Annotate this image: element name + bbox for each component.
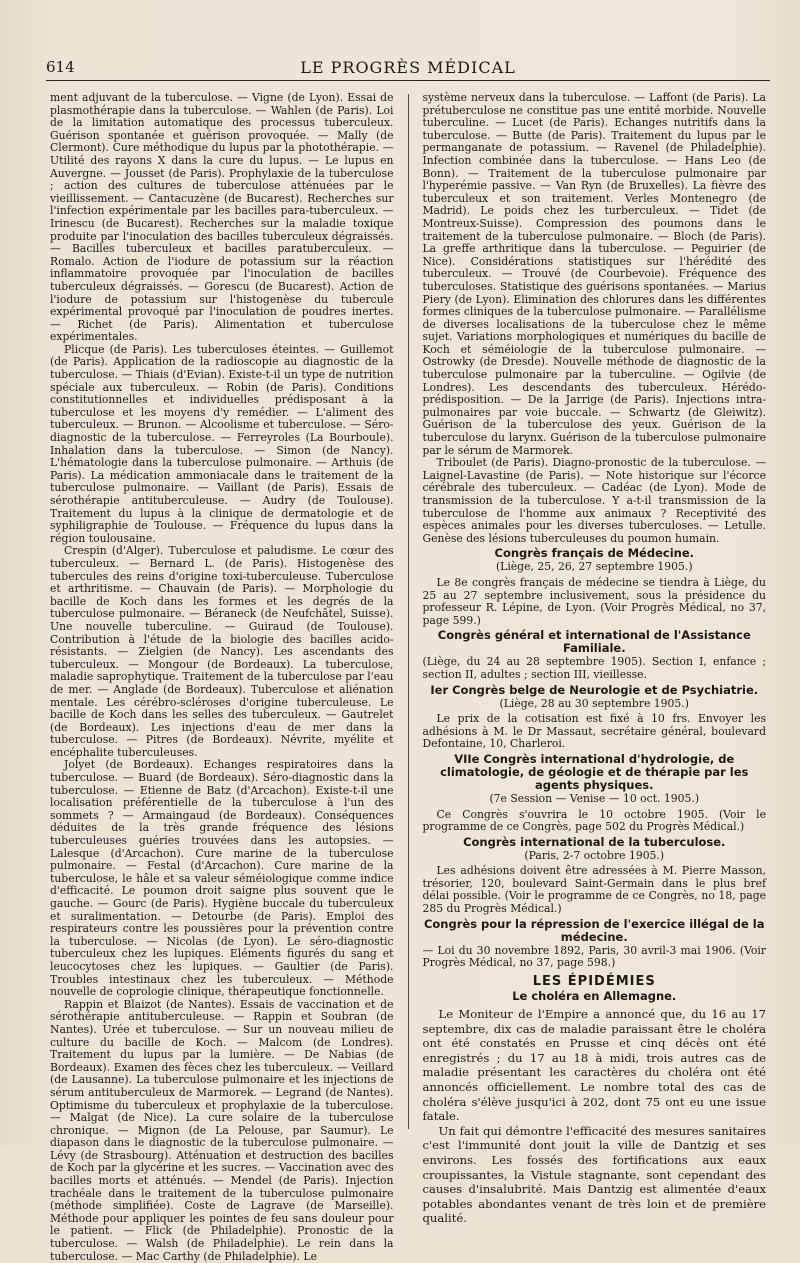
congress-date: (Liège, 28 au 30 septembre 1905.) (499, 696, 689, 710)
congress-date: (Paris, 2-7 octobre 1905.) (524, 848, 665, 862)
congress-title: Congrès français de Médecine. (494, 546, 694, 561)
paragraph: Crespin (d'Alger). Tuberculose et paludisme. Le cœur des tuberculeux. — Bernard L. (de Paris). Histogenèse des tubercules des reins d'origine toxi-tuberculeuse. Tuberculose et arthritisme. — Chauvain (de Paris). — Morphologie du bacille de Koch dans les formes et les degrés de la tuberculose pulmonaire. — Béraneck (de Neufchâtel, Suisse). Une nouvelle tuberculine. — Guiraud (de Toulouse). Contribution à l'étude de la biologie des bacilles acido-résistants. — Zielgien (de Nancy). Les ascendants des tuberculeux. — Mongour (de Bordeaux). La tuberculose, maladie saprophytique. Traitement de la tuberculose par l'eau de mer. — Anglade (de Bordeaux). Tuberculose et aliénation mentale. Les cérébro-scléroses d'origine tuberculeuse. Le bacille de Koch dans les selles des tuberculeux. — Gautrelet (de Bordeaux). Les injections d'eau de mer dans la tuberculose. — Pitres (de Bordeaux). Névrite, myélite et encéphalite tuberculeuses. (50, 544, 394, 759)
epidemics-heading: LES ÉPIDÉMIES (532, 973, 656, 989)
paragraph: Le Moniteur de l'Empire a annoncé que, du 16 au 17 septembre, dix cas de maladie paraissant être le choléra ont été constatés en Prusse et cinq décès ont été enregistrés ; du 17 au 18 à midi, trois autres cas de maladie présentant les caractères du choléra ont été annoncés officiellement. Le nombre total des cas de choléra s'élève jusqu'ici à 202, dont 75 ont eu une issue fatale. (422, 1007, 766, 1124)
congress-text: — Loi du 30 novembre 1892, Paris, 30 avril-3 mai 1906. (Voir Progrès Médical, no 37, page 598.) (422, 943, 766, 970)
page-number: 614 (46, 58, 75, 76)
congress-date: (Liège, 25, 26, 27 septembre 1905.) (495, 560, 693, 574)
paragraph: Rappin et Blaizot (de Nantes). Essais de vaccination et de sérothérapie antituberculeuse. — Rappin et Soubran (de Nantes). Urée et tuberculose. — Sur un nouveau milieu de culture du bacille de Koch. — Malcom (de Londres). Traitement du lupus par la lumière. — De Nabias (de Bordeaux). Examen des fèces chez les tuberculeux. — Veillard (de Lausanne). La tuberculose pulmonaire et les injections de sérum antituberculeux de Marmorek. — Legrand (de Nantes). Optimisme du tuberculeux et prophylaxie de la tuberculose. — Malgat (de Nice). La cure solaire de la tuberculose chronique. — Mignon (de La Pelouse, par Saumur). Le diapason dans le diagnostic de la tuberculose pulmonaire. — Lévy (de Strasbourg). Atténuation et destruction des bacilles de Koch par la glycérine et les sucres. — Vaccination avec des bacilles morts et atténués. — Mendel (de Paris). Injection trachéale dans le traitement de la tuberculose pulmonaire (méthode simplifiée). Coste de Lagrave (de Marseille). Méthode pour appliquer les pointes de feu sans douleur pour le patient. — Flick (de Philadelphie). Pronostic de la tuberculose. — Walsh (de Philadelphie). Le rein dans la tuberculose. — Mac Carthy (de Philadelphie). Le (50, 997, 394, 1263)
paragraph: système nerveux dans la tuberculose. — Laffont (de Paris). La prétuberculose ne constitue pas une entité morbide. Nouvelle tuberculine. — Lucet (de Paris). Echanges nutritifs dans la tuberculose. — Butte (de Paris). Traitement du lupus par le permanganate de potassium. — Ravenel (de Philadelphie). Infection combinée dans la tuberculose. — Hans Leo (de Bonn). — Traitement de la tuberculose pulmonaire par l'hyperémie passive. — Van Ryn (de Bruxelles). La fièvre des tuberculeux et son traitement. Verles Montenegro (de Madrid). Le poids chez les turberculeux. — Tidet (de Montreux-Suisse). Compression des poumons dans le traitement de la tuberculose pulmonaire. — Bloch (de Paris). La greffe arthritique dans la tuberculose. — Peguirier (de Nice). Considérations statistiques sur l'hérédité des tuberculeux. — Trouvé (de Courbevoie). Fréquence des tuberculoses. Statistique des guérisons spontanées. — Marius Piery (de Lyon). Elimination des chlorures dans les différentes formes cliniques de la tuberculose pulmonaire. — Parallélisme de diverses localisations de la tuberculose chez le même sujet. Variations morphologiques et numériques du bacille de Koch et séméiologie de la tuberculose pulmonaire. — Ostrowky (de Dresde). Nouvelle méthode de diagnostic de la tuberculose pulmonaire par la tuberculine. — Ogilvie (de Londres). Les descendants des tuberculeux. Hérédo-prédisposition. — De la Jarrige (de Paris). Injections intra-pulmonaires par voie buccale. — Schwartz (de Gleiwitz). Guérison de la tuberculose des yeux. Guérison de la tuberculose du larynx. Guérison de la tuberculose pulmonaire par le sérum de Marmorek. (422, 91, 766, 457)
congress-text: (Liège, du 24 au 28 septembre 1905). Section I, enfance ; section II, adultes ; section III, vieillesse. (422, 655, 766, 681)
paragraph: Triboulet (de Paris). Diagno-pronostic de la tuberculose. — Laignel-Lavastine (de Paris). — Note historique sur l'écorce cérébrale des tuberculeux. — Cadéac (de Lyon). Mode de transmission de la tuberculose. Y a-t-il transmission de la tuberculose de l'homme aux animaux ? Receptivité des espèces animales pour les diverses tuberculoses. — Letulle. Genèse des lésions tuberculeuses du poumon humain. (422, 456, 766, 545)
left-column (50, 91, 394, 1263)
congress-title: Ier Congrès belge de Neurologie et de Psychiatrie. (430, 682, 759, 697)
congress-title: Congrès international de la tuberculose. (463, 834, 726, 849)
right-column (422, 91, 767, 1226)
congress-text: Ce Congrès s'ouvrira le 10 octobre 1905. (Voir le programme de ce Congrès, page 502 du Progrès Médical.) (422, 807, 766, 834)
page-header (46, 58, 770, 81)
epidemics-subheading: Le choléra en Allemagne. (512, 989, 677, 1004)
congress-text: Le prix de la cotisation est fixé à 10 frs. Envoyer les adhésions à M. le Dr Massaut, secrétaire général, boulevard Defontaine, 10, Charleroi. (422, 712, 766, 751)
paragraph: Plicque (de Paris). Les tuberculoses éteintes. — Guillemot (de Paris). Application de la radioscopie au diagnostic de la tuberculose. — Thiais (d'Evian). Existe-t-il un type de nutrition spéciale aux tuberculeux. — Robin (de Paris). Conditions constitutionnelles et individuelles prédisposant à la tuberculose et les moyens d'y remédier. — L'aliment des tuberculeux. — Brunon. — Alcoolisme et tuberculose. — Séro-diagnostic de la tuberculose. — Ferreyroles (La Bourboule). Inhalation dans la tuberculose. — Simon (de Nancy). L'hématologie dans la tuberculose pulmonaire. — Arthuis (de Paris). La médication ammoniacale dans le traitement de la tuberculose pulmonaire. — Vaillant (de Paris). Essais de sérothérapie antituberculeuse. — Audry (de Toulouse). Traitement du lupus à la clinique de dermatologie et de syphiligraphie de Toulouse. — Fréquence du lupus dans la région toulousaine. (50, 342, 394, 545)
congress-text: Les adhésions doivent être adressées à M. Pierre Masson, trésorier, 120, boulevard Saint-Germain dans le plus bref délai possible. (Voir le programme de ce Congrès, no 18, page 285 du Progrès Médical.) (422, 864, 766, 916)
paragraph: Jolyet (de Bordeaux). Echanges respiratoires dans la tuberculose. — Buard (de Bordeaux). Séro-diagnostic dans la tuberculose. — Etienne de Batz (d'Arcachon). Existe-t-il une localisation préférentielle de la tuberculose à l'un des sommets ? — Armaingaud (de Bordeaux). Conséquences déduites de la très grande fréquence des lésions tuberculeuses guéries trouvées dans les autopsies. — Lalesque (d'Arcachon). Cure marine de la tuberculose pulmonaire. — Festal (d'Arcachon). Cure marine de la tuberculose, le hâle et sa valeur séméiologique comme indice d'efficacité. Le poumon droit saigne plus souvent que le gauche. — Gourc (de Paris). Hygiène buccale du tuberculeux et suralimentation. — Detourbe (de Paris). Emploi des respirateurs contre les poussières pour la prévention contre la tuberculose. — Nicolas (de Lyon). Le séro-diagnostic tuberculeux chez les lupiques. Eléments figurés du sang et leucocytoses chez les lupiques. — Gaultier (de Paris). Troubles intestinaux chez les tuberculeux. — Méthode nouvelle de coprologie clinique, thérapeutique fonctionnelle. (50, 758, 394, 999)
congress-title: Congrès général et international de l'Assistance Familiale. (437, 628, 751, 656)
paragraph: Un fait qui démontre l'efficacité des mesures sanitaires c'est l'immunité dont jouit la ville de Dantzig et ses environs. Les fossés des fortifications aux eaux croupissantes, la Vistule stagnante, sont cependant des causes d'insalubrité. Mais Dantzig est alimentée d'eaux potables abondantes venant de très loin et de première qualité. (422, 1123, 766, 1226)
congress-title: Congrès pour la répression de l'exercice illégal de la médecine. (423, 916, 765, 944)
running-head: LE PROGRÈS MÉDICAL (300, 58, 516, 77)
congress-title: VIIe Congrès international d'hydrologie, de climatologie, de géologie et de thérapie par les agents physiques. (440, 751, 749, 792)
paragraph: ment adjuvant de la tuberculose. — Vigne (de Lyon). Essai de plasmothérapie dans la tuberculose. — Wahlen (de Paris). Loi de la limitation automatique des processus tuberculeux. Guérison spontanée et guérison provoquée. — Mally (de Clermont). Cure méthodique du lupus par la photothérapie. — Utilité des rayons X dans la cure du lupus. — Le lupus en Auvergne. — Jousset (de Paris). Prophylaxie de la tuberculose ; action des cultures de tuberculose atténuées par le vieillissement. — Cantacuzène (de Bucarest). Recherches sur l'infection expérimentale par les bacilles para-tuberculeux. — Irinescu (de Bucarest). Recherches sur la maladie toxique produite par l'inoculation des bacilles tuberculeux dégraissés. — Bacilles tuberculeux et bacilles paratuberculeux. — Romalo. Action de l'iodure de potassium sur la réaction inflammatoire provoquée par l'inoculation de bacilles tuberculeux dégraissés. — Gorescu (de Bucarest). Action de l'iodure de potassium sur l'histogenèse du tubercule expérimental provoqué par l'inoculation de poudres inertes. — Richet (de Paris). Alimentation et tuberculose expérimentales. (50, 91, 394, 344)
congress-date: (7e Session — Venise — 10 oct. 1905.) (489, 791, 700, 805)
column-divider (408, 94, 409, 1129)
text-columns (50, 91, 766, 1263)
congress-text: Le 8e congrès français de médecine se tiendra à Liège, du 25 au 27 septembre inclusivement, sous la présidence du professeur R. Lépine, de Lyon. (Voir Progrès Médical, no 37, page 599.) (422, 575, 766, 627)
